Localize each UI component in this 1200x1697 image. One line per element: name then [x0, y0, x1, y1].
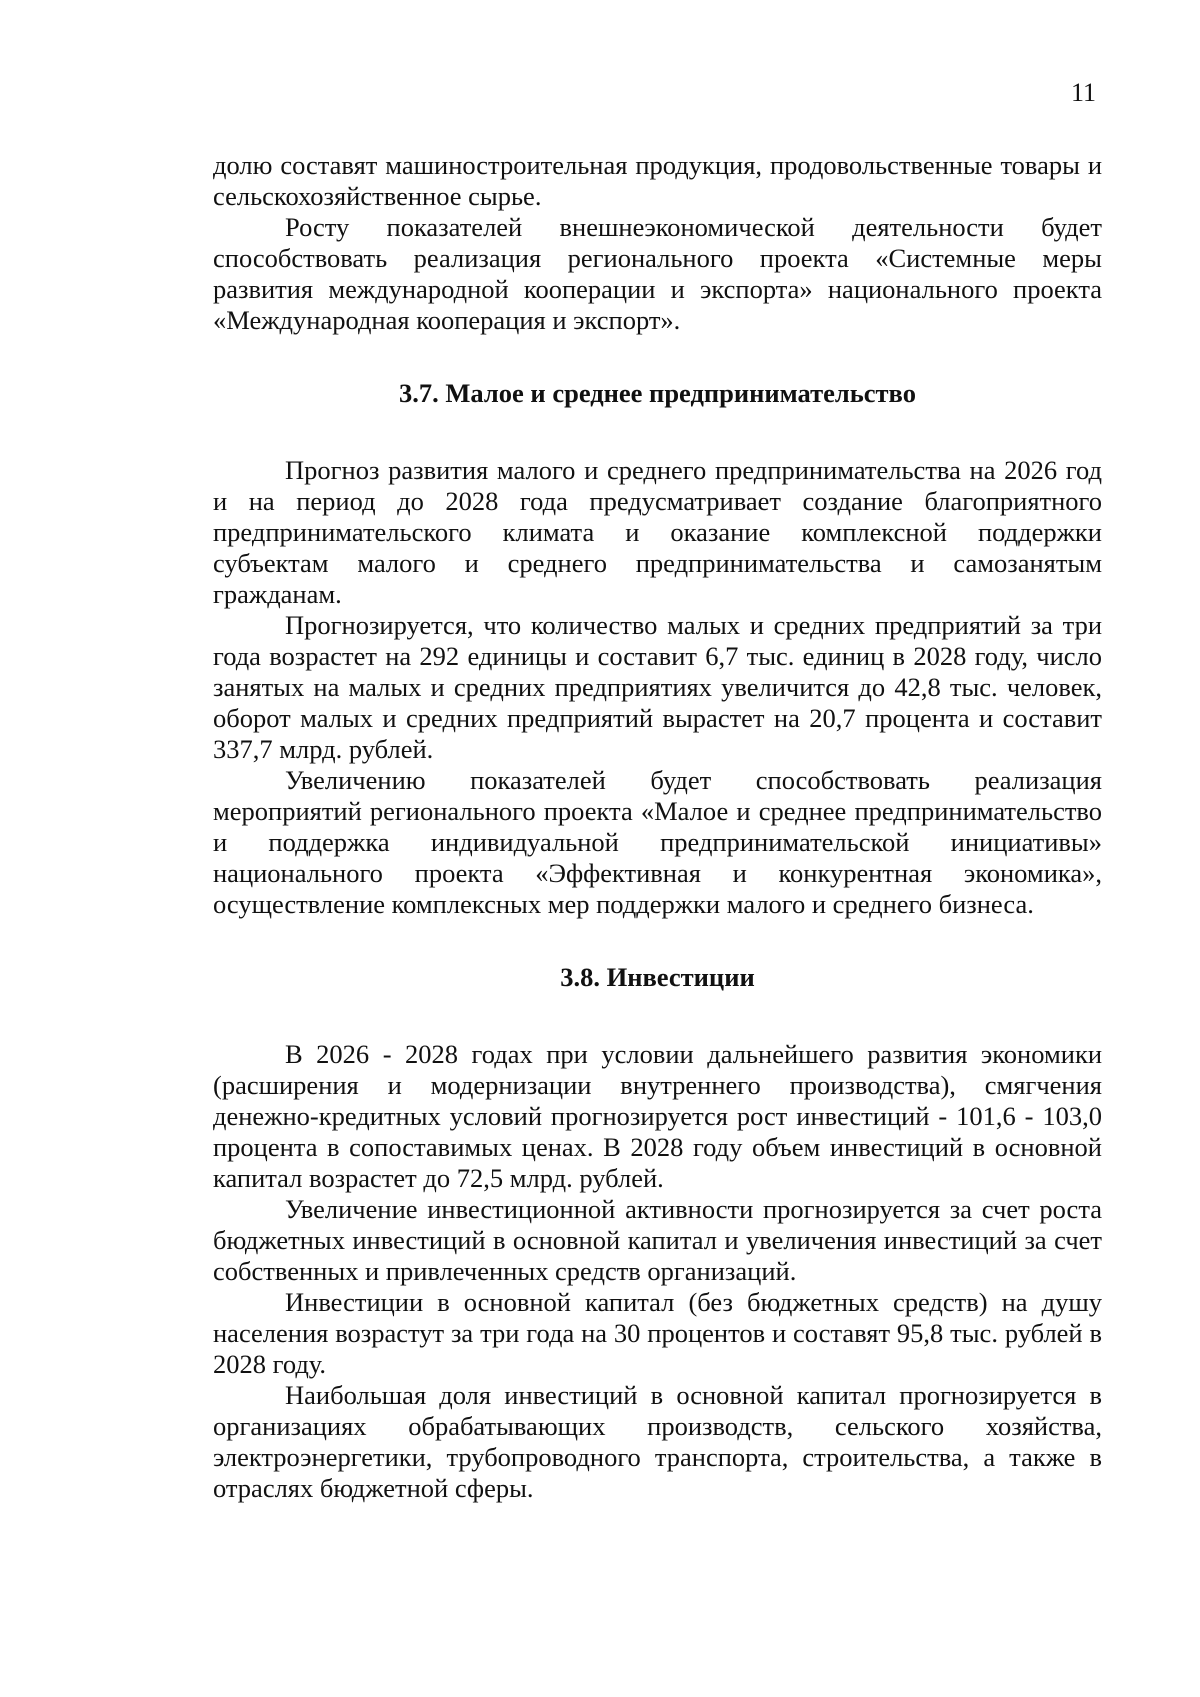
- section-3-8-paragraph: Наибольшая доля инвестиций в основной капитал прогнозируется в организациях обрабатывающих производств, сельского хозяйства, электроэнергетики, трубопроводного транспорта, строительства, а также в отраслях бюджетной сферы.: [213, 1380, 1102, 1503]
- section-3-8-paragraph: Инвестиции в основной капитал (без бюджетных средств) на душу населения возрастут за три года на 30 процентов и составят 95,8 тыс. рублей в 2028 году.: [213, 1287, 1102, 1379]
- continuation-paragraph: Росту показателей внешнеэкономической деятельности будет способствовать реализация регионального проекта «Системные меры развития международной кооперации и экспорта» национального проекта «Международная кооперация и экспорт».: [213, 212, 1102, 335]
- section-heading-3-8: 3.8. Инвестиции: [560, 962, 755, 992]
- section-3-8-paragraph: Увеличение инвестиционной активности прогнозируется за счет роста бюджетных инвестиций в основной капитал и увеличения инвестиций за счет собственных и привлеченных средств организаций.: [213, 1194, 1102, 1286]
- continuation-paragraph: долю составят машиностроительная продукция, продовольственные товары и сельскохозяйственное сырье.: [213, 150, 1102, 211]
- section-3-8-paragraph: В 2026 - 2028 годах при условии дальнейшего развития экономики (расширения и модернизации внутреннего производства), смягчения денежно-кредитных условий прогнозируется рост инвестиций - 101,6 - 103,0 процента в сопоставимых ценах. В 2028 году объем инвестиций в основной капитал возрастет до 72,5 млрд. рублей.: [213, 1039, 1102, 1193]
- section-3-7-paragraph: Прогнозируется, что количество малых и средних предприятий за три года возрастет на 292 единицы и составит 6,7 тыс. единиц в 2028 году, число занятых на малых и средних предприятиях увеличится до 42,8 тыс. человек, оборот малых и средних предприятий вырастет на 20,7 процента и составит 337,7 млрд. рублей.: [213, 610, 1102, 764]
- section-3-7-paragraph: Прогноз развития малого и среднего предпринимательства на 2026 год и на период до 2028 года предусматривает создание благоприятного предпринимательского климата и оказание комплексной поддержки субъектам малого и среднего предпринимательства и самозанятым гражданам.: [213, 455, 1102, 609]
- page-content: [213, 150, 1102, 1504]
- section-heading-3-7: 3.7. Малое и среднее предпринимательство: [399, 378, 916, 408]
- section-3-7-paragraph: Увеличению показателей будет способствовать реализация мероприятий регионального проекта «Малое и среднее предпринимательство и поддержка индивидуальной предпринимательской инициативы» национального проекта «Эффективная и конкурентная экономика», осуществление комплексных мер поддержки малого и среднего бизнеса.: [213, 765, 1102, 919]
- page-number: 11: [1070, 78, 1096, 107]
